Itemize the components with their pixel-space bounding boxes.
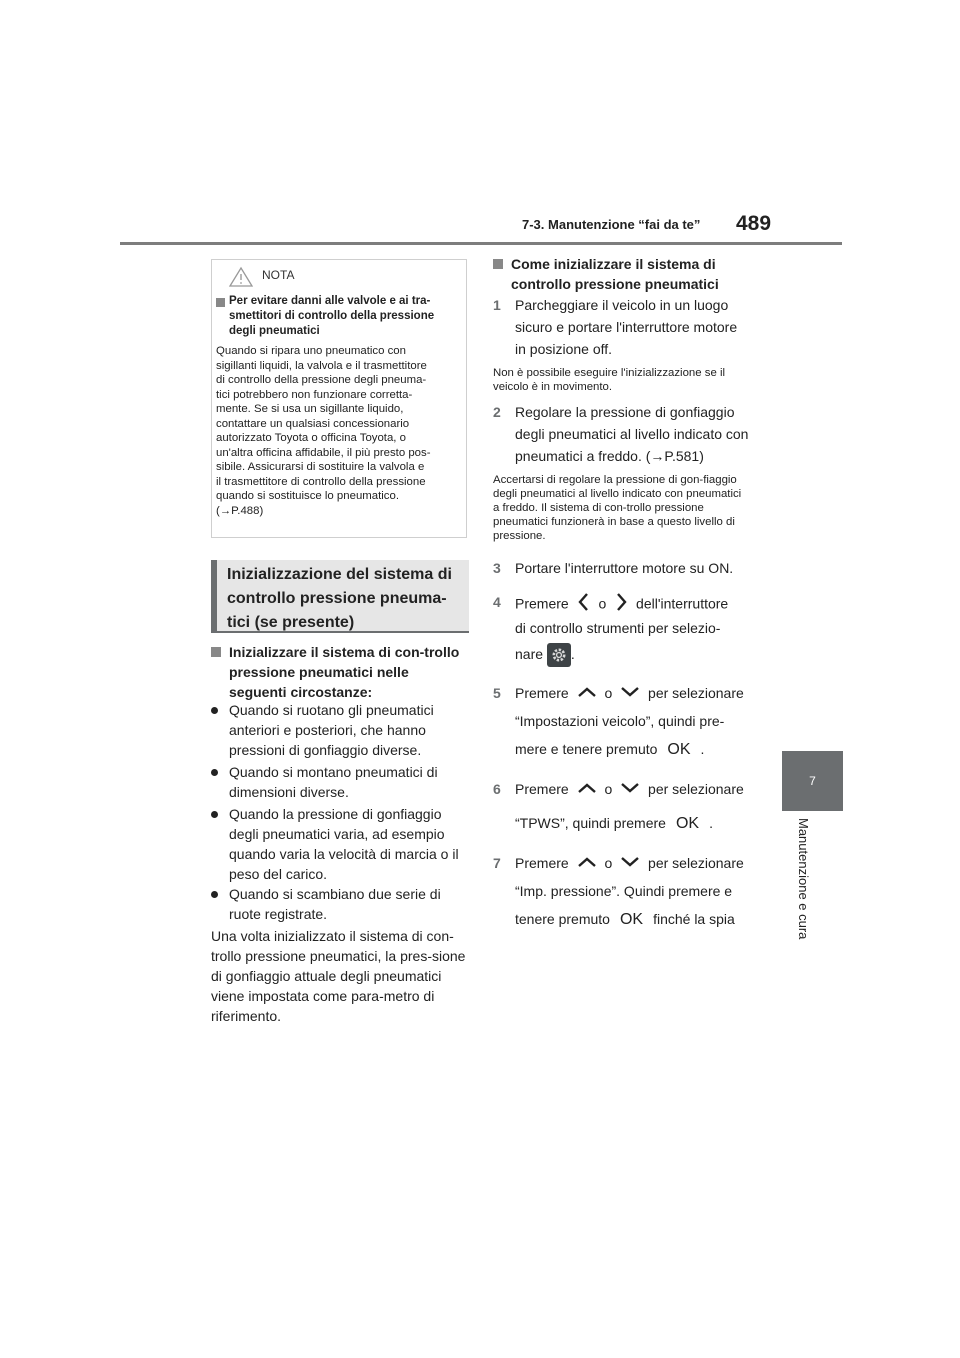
- square-bullet-icon: [211, 647, 221, 657]
- header-divider: [120, 242, 842, 245]
- step-line: di controllo strumenti per selezio-: [515, 620, 721, 636]
- ok-button-icon: OK: [619, 911, 644, 929]
- notice-line: contattare un qualsiasi concessionario: [216, 417, 410, 430]
- chevron-up-icon: [576, 853, 598, 875]
- notice-box: [211, 259, 467, 538]
- notice-line: autorizzato Toyota o officina Toyota, o: [216, 432, 406, 444]
- notice-body: [216, 344, 464, 518]
- chevron-up-icon: [576, 683, 598, 705]
- list-item: Quando si scambiano due serie di ruote registrate.: [211, 884, 467, 924]
- list-item: Quando la pressione di gonfiaggio degli pneumatici varia, ad esempio quando varia la velocità di marcia o il peso del carico.: [211, 804, 467, 884]
- notice-line: tici potrebbero non funzionare corretta-: [216, 388, 413, 401]
- step-line: “TPWS”, quindi premere OK .: [515, 812, 755, 840]
- step-line: Premere o dell'interruttore: [515, 591, 755, 617]
- bullet-dot-icon: [211, 811, 218, 818]
- step-2: 2 Regolare la pressione di gonfiaggio degli pneumatici al livello indicato con pneumatici a freddo. (→P.581): [493, 404, 749, 464]
- notice-line: di controllo della pressione degli pneuma-: [216, 374, 427, 386]
- step-line: tenere premuto OK finché la spia: [515, 908, 755, 936]
- bullet-dot-icon: [211, 769, 218, 776]
- step-line: Premere o per selezionare: [515, 778, 755, 812]
- section-heading: Inizializzazione del sistema di controllo pressione pneuma-tici (se presente): [211, 560, 469, 633]
- square-bullet-icon: [216, 298, 225, 307]
- step-5: 5 Premere o per selezionare “Impostazioni veicolo”, quindi pre- mere e tenere premuto OK .: [493, 682, 755, 766]
- chevron-right-icon: [613, 591, 629, 619]
- section-title: 7-3. Manutenzione “fai da te”: [522, 217, 701, 232]
- step-7: 7 Premere o per selezionare “Imp. pressione”. Quindi premere e tenere premuto OK finché la spia: [493, 852, 755, 936]
- step-4: 4 Premere o dell'interruttore di controllo strumenti per selezio- nare .: [493, 591, 755, 673]
- step-line: Premere o per selezionare: [515, 852, 755, 880]
- step-line: mere e tenere premuto OK .: [515, 738, 755, 766]
- step-3: 3 Portare l'interruttore motore su ON.: [493, 560, 734, 576]
- right-subheading: Come inizializzare il sistema di controllo pressione pneumatici: [493, 254, 749, 294]
- notice-line: sibile. Assicurarsi di sostituire la valvola e: [216, 461, 425, 473]
- step-6: 6 Premere o per selezionare “TPWS”, quindi premere OK .: [493, 778, 755, 840]
- chevron-down-icon: [619, 853, 641, 875]
- square-bullet-icon: [493, 259, 503, 269]
- warning-icon: [228, 266, 254, 293]
- bullet-dot-icon: [211, 891, 218, 898]
- gear-icon: [547, 643, 571, 667]
- list-item: Quando si montano pneumatici di dimensioni diverse.: [211, 762, 467, 802]
- step-line: “Imp. pressione”. Quindi premere e: [515, 883, 733, 899]
- bullet-dot-icon: [211, 707, 218, 714]
- chevron-down-icon: [619, 683, 641, 705]
- notice-subtitle: Per evitare danni alle valvole e ai tra-smettitori di controllo della pressione degli pneumatici: [216, 294, 460, 339]
- notice-line: sigillanti liquidi, la valvola e il trasmettitore: [216, 359, 427, 372]
- notice-line: mente. Se si usa un sigillante liquido,: [216, 403, 404, 415]
- chapter-label: Manutenzione e cura: [796, 818, 811, 940]
- step-line: nare .: [515, 643, 755, 673]
- notice-line: quando si sostituisce lo pneumatico.: [216, 490, 399, 502]
- notice-line: Quando si ripara uno pneumatico con: [216, 345, 406, 357]
- notice-line: un'altra officina affidabile, il più presto pos-: [216, 446, 431, 459]
- info-paragraph: Una volta inizializzato il sistema di con-trollo pressione pneumatici, la pres-sione di gonfiaggio attuale degli pneumatici viene impostata come para-metro di riferimento.: [211, 928, 466, 1024]
- step-note: Non è possibile eseguire l'inizializzazione se il veicolo è in movimento.: [493, 367, 726, 393]
- notice-line: il trasmettitore di controllo della pressione: [216, 475, 426, 488]
- list-item: Quando si ruotano gli pneumatici anteriori e posteriori, che hanno pressioni di gonfiaggio diverse.: [211, 700, 467, 760]
- chevron-up-icon: [576, 779, 598, 801]
- chapter-tab: 7: [782, 751, 843, 811]
- step-line: Premere o per selezionare: [515, 682, 755, 710]
- step-line: “Impostazioni veicolo”, quindi pre-: [515, 713, 725, 729]
- chevron-left-icon: [576, 591, 592, 619]
- left-subheading: Inizializzare il sistema di con-trollo pressione pneumatici nelle seguenti circostanze:: [211, 642, 467, 702]
- notice-line: (→P.488): [216, 504, 264, 517]
- ok-button-icon: OK: [667, 741, 691, 759]
- step-1: 1 Parcheggiare il veicolo in un luogo sicuro e portare l'interruttore motore in posizione off.: [493, 297, 738, 357]
- chevron-down-icon: [619, 779, 641, 801]
- step-note: Accertarsi di regolare la pressione di gon-fiaggio degli pneumatici al livello indicato con pneumatici a freddo. Il sistema di con-trollo pressione pneumatici funzionerà in base a questo livello di pressione.: [493, 474, 742, 542]
- notice-title: NOTA: [262, 268, 295, 282]
- ok-button-icon: OK: [675, 815, 700, 833]
- page-number: 489: [736, 212, 772, 235]
